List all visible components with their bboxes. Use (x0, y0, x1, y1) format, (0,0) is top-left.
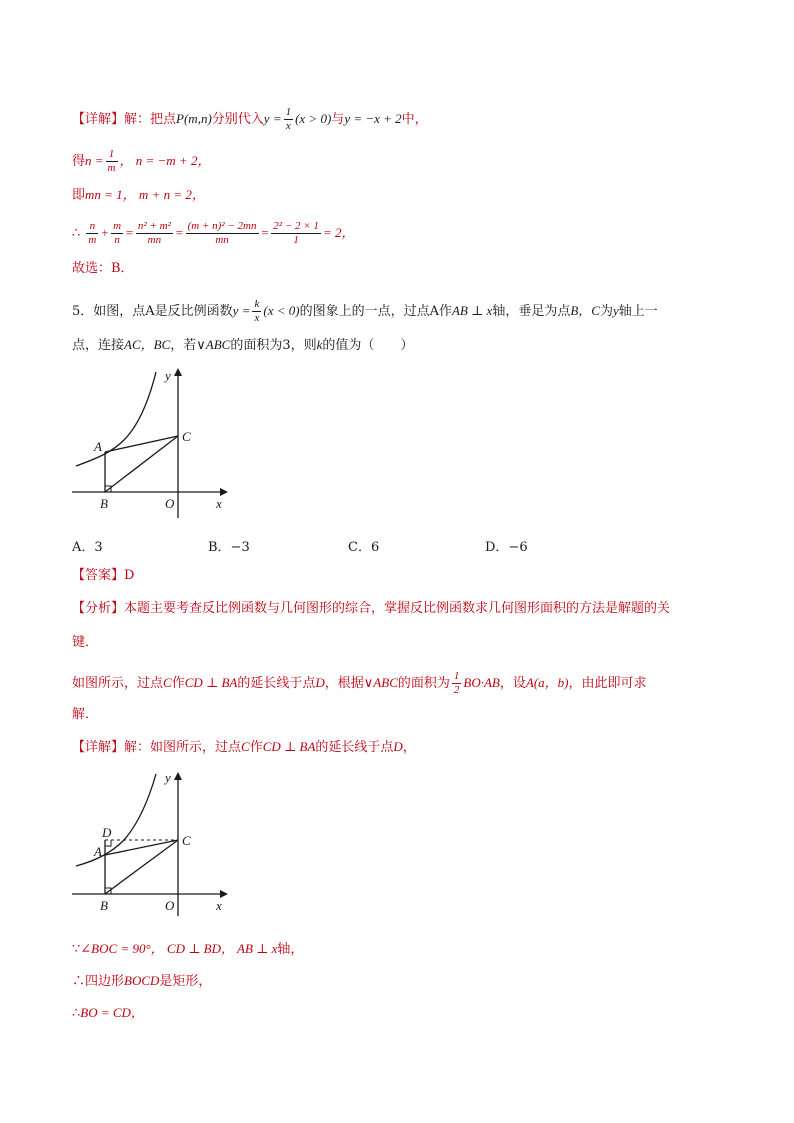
text: 的面积为3，则 (230, 338, 317, 353)
text: ，设 (499, 676, 526, 691)
y-axis-arrow (174, 368, 182, 376)
answer-line (72, 567, 134, 585)
analysis-tag: 【分析】 (72, 601, 125, 616)
math: y (613, 303, 619, 318)
math: y = −x + 2 (344, 111, 402, 126)
fraction: $\frac{\text{n² + m²}}{mn}$ (137, 220, 171, 246)
text: 的延长线于点 (237, 676, 316, 691)
math: ∨ABC (196, 337, 231, 352)
label-c: C (182, 429, 191, 444)
math: = 2， (322, 225, 355, 240)
text: 是矩形， (159, 974, 212, 989)
math: ∠BOC = 90°， CD ⊥ BD， AB ⊥ x (80, 941, 278, 956)
detail-line-2 (72, 148, 210, 175)
math: (x < 0) (263, 303, 300, 318)
label-x: x (216, 496, 222, 511)
question-line-2 (72, 336, 413, 355)
label-a: A (94, 844, 102, 859)
math: BOCD (124, 973, 160, 988)
hyperbola-curve (76, 372, 156, 466)
text: 如图所示，过点 (72, 676, 164, 691)
math: + (100, 225, 110, 240)
answer-tag: 【答案】 (72, 568, 125, 583)
analysis-line-4: 解． (72, 707, 99, 722)
text: 点，连接 (72, 338, 125, 353)
text: 轴上一 (618, 304, 658, 319)
fraction: $\frac{\text{(m + n)² − 2mn}}{mn}$ (187, 220, 257, 246)
x-axis-arrow (220, 488, 228, 496)
math: n = (85, 153, 104, 168)
text: 的图象上的一点，过点A作 (299, 304, 452, 319)
text: 分别代入 (211, 112, 264, 127)
math: ∨ABC (363, 675, 398, 690)
proof-line-2 (72, 972, 211, 991)
option-d[interactable]: D．−6 (485, 540, 528, 555)
math: C (241, 739, 250, 754)
text: ，若 (170, 338, 197, 353)
label-d: D (102, 825, 112, 840)
text: ，根据 (324, 676, 364, 691)
option-b[interactable]: B．−3 (208, 540, 250, 555)
text: 作 (171, 676, 185, 691)
text: 中， (401, 112, 428, 127)
option-c[interactable]: C．6 (348, 540, 380, 555)
label-b: B (100, 898, 108, 913)
fraction: $\frac{1}{m}$ (107, 148, 116, 174)
math: CD ⊥ BA (262, 739, 316, 754)
text: 的延长线于点 (315, 740, 394, 755)
text: 为 (599, 304, 613, 319)
text: 解：把点 (124, 112, 177, 127)
fraction: $\frac{k}{x}$ (254, 298, 260, 324)
x-axis-arrow (220, 890, 228, 898)
label-y: y (165, 368, 171, 383)
text: 的面积为 (397, 676, 450, 691)
analysis-line-3 (72, 670, 647, 697)
math: = (174, 225, 184, 240)
math: (x > 0) (295, 111, 332, 126)
fraction: $\frac{n}{m}$ (88, 220, 97, 246)
math: y = (232, 303, 251, 318)
math: D (315, 675, 325, 690)
math: BO·AB (463, 675, 500, 690)
text: 得 (72, 154, 86, 169)
math: = (125, 225, 134, 240)
fraction: $\frac{1}{2}$ (453, 670, 460, 696)
math: mn = 1， m + n = 2， (85, 187, 205, 202)
detail2-line-1 (72, 738, 416, 757)
math: k (316, 337, 323, 352)
text: 轴，垂足为点 (492, 304, 571, 319)
proof-line-1 (72, 940, 303, 959)
text: ∴四边形 (72, 974, 125, 989)
fraction: $\frac{\text{2² − 2 × 1}}{1}$ (273, 220, 319, 246)
analysis-line-1 (72, 600, 670, 618)
because-symbol: ∵ (72, 942, 81, 957)
label-y: y (165, 770, 171, 785)
detail-line-4 (72, 220, 354, 247)
math: P(m,n) (176, 111, 212, 126)
label-b: B (100, 496, 108, 511)
detail-tag: 【详解】 (72, 112, 125, 127)
text: 本题主要考查反比例函数与几何图形的综合，掌握反比例函数求几何图形面积的方法是解题的关 (124, 601, 671, 616)
choose-line: 故选：B． (72, 261, 134, 276)
label-a: A (94, 439, 102, 454)
text: 作 (249, 740, 263, 755)
math: CD ⊥ BA (184, 675, 238, 690)
text: 即 (72, 188, 86, 203)
text: 与 (331, 112, 345, 127)
math: AC，BC (124, 337, 171, 352)
therefore-symbol: ∴ (72, 1006, 81, 1021)
proof-line-3 (72, 1004, 144, 1023)
text: 解：如图所示，过点 (124, 740, 242, 755)
detail2-tag: 【详解】 (72, 740, 125, 755)
detail-line-3 (72, 186, 205, 205)
analysis-line-2: 键． (72, 635, 99, 650)
math: A(a，b) (525, 675, 569, 690)
text: 轴， (277, 942, 304, 957)
math: BO = CD， (80, 1005, 144, 1020)
math: y = (263, 111, 282, 126)
label-o: O (165, 898, 175, 913)
figure-2 (66, 766, 236, 916)
option-a[interactable]: A．3 (72, 540, 103, 555)
right-angle-mark-d (105, 840, 111, 846)
fraction: $\frac{m}{n}$ (113, 220, 122, 246)
label-x: x (216, 898, 222, 913)
math: C (163, 675, 172, 690)
text: 的值为（ ） (322, 338, 414, 353)
therefore-symbol: ∴ (72, 226, 81, 241)
question-line-1 (72, 298, 658, 325)
y-axis-arrow (174, 772, 182, 780)
text: ，由此即可求 (568, 676, 647, 691)
math: B，C (570, 303, 600, 318)
label-o: O (165, 496, 175, 511)
math: ， n = −m + 2， (119, 153, 211, 168)
answer-value: D (124, 568, 135, 583)
detail-line-1 (72, 106, 428, 133)
math: = (260, 225, 270, 240)
math: AB ⊥ x (451, 303, 493, 318)
label-c: C (182, 833, 191, 848)
fraction: $\frac{1}{x}$ (285, 106, 292, 132)
figure-1 (66, 362, 236, 522)
text: ， (402, 740, 416, 755)
text: 5．如图，点A是反比例函数 (72, 304, 233, 319)
math: D (393, 739, 403, 754)
